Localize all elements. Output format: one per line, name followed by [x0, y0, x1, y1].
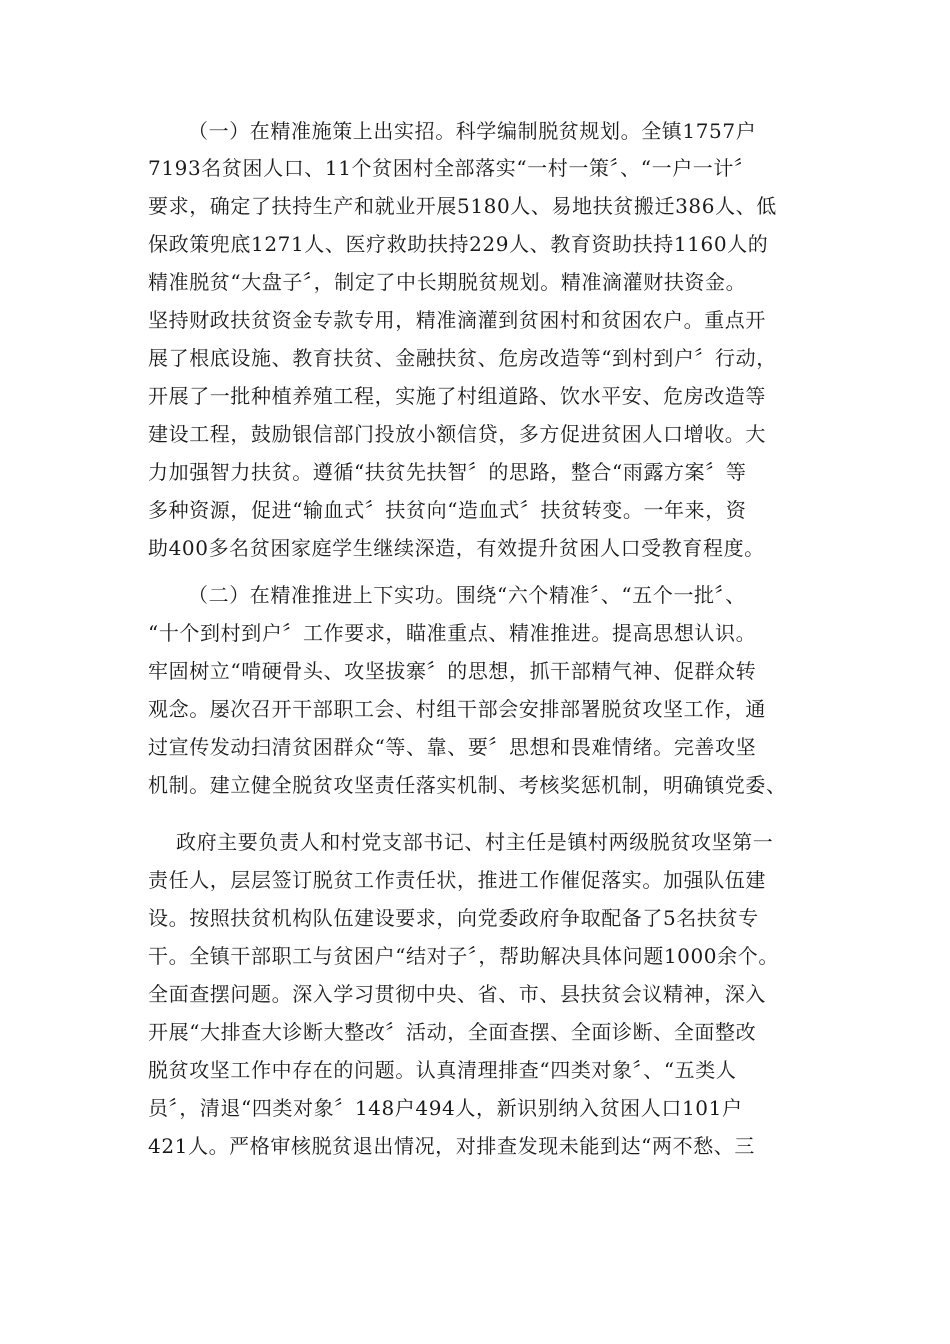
paragraph-2-line-3: 牢固树立“啃硬骨头、攻坚拔寨〞的思想，抓干部精气神、促群众转	[148, 659, 757, 683]
paragraph-3-line-7: 脱贫攻坚工作中存在的问题。认真清理排查“四类对象〞、“五类人	[148, 1058, 737, 1082]
paragraph-1-line-2: 7193名贫困人口、11个贫困村全部落实“一村一策〞、“一户一计〞	[148, 156, 755, 180]
paragraph-1-line-10: 力加强智力扶贫。遵循“扶贫先扶智〞的思路，整合“雨露方案〞等	[148, 460, 747, 484]
paragraph-1-line-7: 展了根底设施、教育扶贫、金融扶贫、危房改造等“到村到户〞行动，	[148, 346, 777, 370]
paragraph-3-line-8: 员〞，清退“四类对象〞148户494人，新识别纳入贫困人口101户	[148, 1096, 743, 1120]
paragraph-1-line-4: 保政策兜底1271人、医疗救助扶持229人、教育资助扶持1160人的	[148, 232, 769, 256]
paragraph-3-line-5: 全面查摆问题。深入学习贯彻中央、省、市、县扶贫会议精神，深入	[148, 982, 766, 1006]
paragraph-1-line-11: 多种资源，促进“输血式〞扶贫向“造血式〞扶贫转变。一年来，资	[148, 498, 747, 522]
paragraph-1-line-3: 要求，确定了扶持生产和就业开展5180人、易地扶贫搬迁386人、低	[148, 194, 777, 218]
paragraph-1-line-5: 精准脱贫“大盘子〞，制定了中长期脱贫规划。精准滴灌财扶资金。	[148, 270, 747, 294]
paragraph-2-line-5: 过宣传发动扫清贫困群众“等、靠、要〞思想和畏难情绪。完善攻坚	[148, 735, 757, 759]
paragraph-2-line-4: 观念。屡次召开干部职工会、村组干部会安排部署脱贫攻坚工作，通	[148, 697, 766, 721]
paragraph-1-line-8: 开展了一批种植养殖工程，实施了村组道路、饮水平安、危房改造等	[148, 384, 766, 408]
paragraph-2-line-6: 机制。建立健全脱贫攻坚责任落实机制、考核奖惩机制，明确镇党委、	[148, 773, 787, 797]
paragraph-1-line-1: （一）在精准施策上出实招。科学编制脱贫规划。全镇1757户	[188, 119, 757, 143]
paragraph-3-line-6: 开展“大排查大诊断大整改〞活动，全面查摆、全面诊断、全面整改	[148, 1020, 757, 1044]
paragraph-3-line-2: 责任人，层层签订脱贫工作责任状，推进工作催促落实。加强队伍建	[148, 868, 766, 892]
paragraph-1-line-9: 建设工程，鼓励银信部门投放小额信贷，多方促进贫困人口增收。大	[148, 422, 766, 446]
paragraph-2-line-1: （二）在精准推进上下实功。围绕“六个精准〞、“五个一批〞、	[188, 583, 746, 607]
paragraph-3-line-4: 干。全镇干部职工与贫困户“结对子〞，帮助解决具体问题1000余个。	[148, 944, 779, 968]
paragraph-1-line-12: 助400多名贫困家庭学生继续深造，有效提升贫困人口受教育程度。	[148, 536, 765, 560]
paragraph-2-line-2: “十个到村到户〞工作要求，瞄准重点、精准推进。提高思想认识。	[148, 621, 757, 645]
paragraph-3-line-1: 政府主要负责人和村党支部书记、村主任是镇村两级脱贫攻坚第一	[176, 830, 774, 854]
paragraph-3-line-3: 设。按照扶贫机构队伍建设要求，向党委政府争取配备了5名扶贫专	[148, 906, 759, 930]
paragraph-3-line-9: 421人。严格审核脱贫退出情况，对排查发现未能到达“两不愁、三	[148, 1134, 755, 1158]
paragraph-1-line-6: 坚持财政扶贫资金专款专用，精准滴灌到贫困村和贫困农户。重点开	[148, 308, 766, 332]
